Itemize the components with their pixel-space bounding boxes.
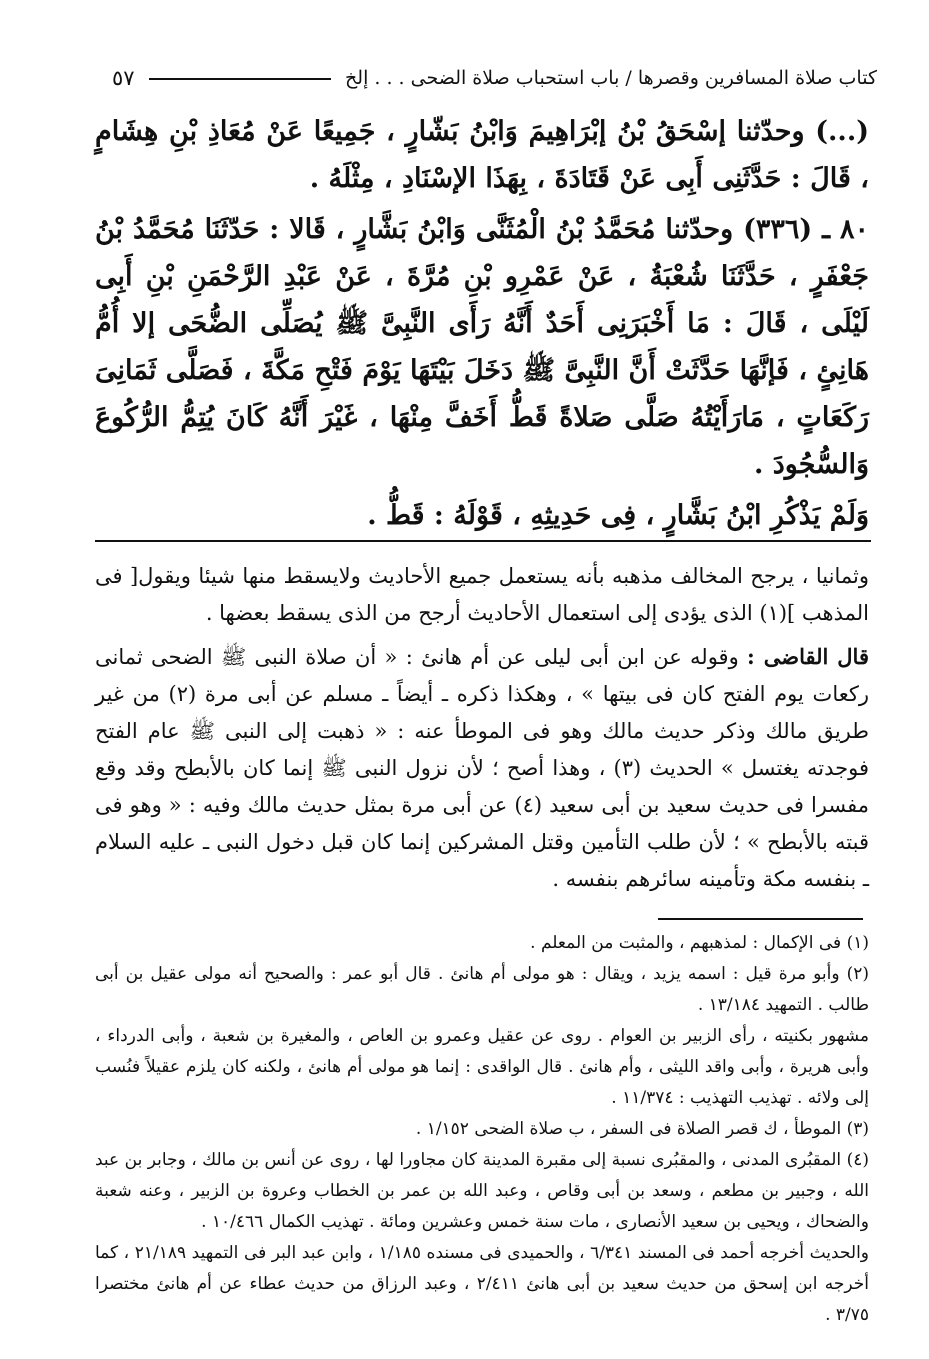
commentary-paragraph: وثمانيا ، يرجح المخالف مذهبه بأنه يستعمل جميع الأحاديث ولايسقط منها شيئا ويقول[ فى المذهب ](١) الذى يؤدى إلى استعمال الأحاديث أرجح من الذى يسقط بعضها . [95, 564, 869, 625]
section-divider [95, 540, 871, 542]
footnote: (٤) المقبُرى المدنى ، والمقبُرى نسبة إلى مقبرة المدينة كان مجاورا لها ، روى عن أنس بن مالك ، وجابر بن عبد الله ، وجبير بن مطعم ، وسعد بن أبى وقاص ، وعبد الله بن عمر بن الخطاب وعروة بن الزبير ، وعنه شعبة والضحاك ، ويحيى بن سعيد الأنصارى ، مات سنة خمس وعشرين ومائة . تهذيب الكمال ١٠/٤٦٦ . [95, 1150, 869, 1232]
footnotes [95, 928, 869, 1331]
page-number: ٥٧ [112, 66, 135, 90]
commentary-body: وقوله عن ابن أبى ليلى عن أم هانئ : « أن صلاة النبى ﷺ الضحى ثمانى ركعات يوم الفتح كان فى بيتها » ، وهكذا ذكره ـ أيضاً ـ مسلم عن أبى مرة (٢) من غير طريق مالك وذكر حديث مالك وهو فى الموطأ عنه : « ذهبت إلى النبى ﷺ عام الفتح فوجدته يغتسل » الحديث (٣) ، وهذا أصح ؛ لأن نزول النبى ﷺ إنما كان بالأبطح وقد وقع مفسرا فى حديث سعيد بن أبى سعيد (٤) عن أبى مرة بمثل حديث مالك وفيه : « وهو فى قبته بالأبطح » ؛ لأن طلب التأمين وقتل المشركين إنما كان قبل دخول النبى ـ عليه السلام ـ بنفسه مكة وتأمينه سائرهم بنفسه . [95, 645, 869, 891]
commentary-lead: قال القاضى : [747, 644, 869, 669]
footnote-divider [658, 918, 863, 920]
hadith-paragraph: (...) وحدّثنا إسْحَقُ بْنُ إبْرَاهِيمَ وَابْنُ بَشّارٍ ، جَمِيعًا عَنْ مُعَاذِ بْنِ هِشَامٍ ، قَالَ : حَدَّثَنِى أَبِى عَنْ قَتَادَةَ ، بِهَذَا الإسْنَادِ ، مِثْلَهُ . [95, 116, 869, 194]
running-header [112, 62, 877, 94]
header-rule [149, 78, 331, 80]
footnote: (٢) وأبو مرة قيل : اسمه يزيد ، ويقال : هو مولى أم هانئ . قال أبو عمر : والصحيح أنه مولى عقيل بن أبى طالب . التمهيد ١٣/١٨٤ . [95, 964, 869, 1015]
commentary-text [95, 558, 869, 898]
footnote: والحديث أخرجه أحمد فى المسند ٦/٣٤١ ، والحميدى فى مسنده ١/١٨٥ ، وابن عبد البر فى التمهيد ٢١/١٨٩ ، كما أخرجه ابن إسحق من حديث سعيد بن أبى هانئ ٢/٤١١ ، وعبد الرزاق من حديث عطاء عن أم هانئ مختصرا ٣/٧٥ . [95, 1243, 869, 1325]
commentary-paragraph [95, 638, 869, 898]
footnote: (٣) الموطأ ، ك قصر الصلاة فى السفر ، ب صلاة الضحى ١/١٥٢ . [415, 1119, 869, 1139]
hadith-paragraph: وَلَمْ يَذْكُرِ ابْنُ بَشَّارٍ ، فِى حَدِيثِهِ ، قَوْلَهُ : قَطُّ . [367, 500, 869, 531]
footnote: (١) فى الإكمال : لمذهبهم ، والمثبت من المعلم . [530, 933, 869, 953]
footnote: مشهور بكنيته ، رأى الزبير بن العوام . روى عن عقيل وعمرو بن العاص ، والمغيرة بن شعبة ، وأبى الدرداء ، وأبى هريرة ، وأبى واقد الليثى ، وأم هانئ . قال الواقدى : إنما هو مولى أم هانئ ، ولكنه كان يلزم عقيلاً فنُسب إلى ولائه . تهذيب التهذيب : ١١/٣٧٤ . [95, 1026, 869, 1108]
header-title: كتاب صلاة المسافرين وقصرها / باب استحباب صلاة الضحى . . . إلخ [345, 67, 877, 89]
hadith-paragraph: ٨٠ ـ (٣٣٦) وحدّثنا مُحَمَّدُ بْنُ الْمُثَنَّى وَابْنُ بَشَّارٍ ، قَالا : حَدّثَنَا مُحَمَّدُ بْنُ جَعْفَرٍ ، حَدَّثَنَا شُعْبَةُ ، عَنْ عَمْرِو بْنِ مُرَّةَ ، عَنْ عَبْدِ الرَّحْمَنِ بْنِ أَبِى لَيْلَى ، قَالَ : مَا أَخْبَرَنِى أَحَدٌ أَنَّهُ رَأَى النَّبِىَّ ﷺ يُصَلِّى الضُّحَى إلا أُمُّ هَانِئٍ ، فَإنَّهَا حَدَّثَتْ أَنَّ النَّبِىَّ ﷺ دَخَلَ بَيْتَهَا يَوْمَ فَتْحِ مَكَّةَ ، فَصَلَّى ثَمَانِىَ رَكَعَاتٍ ، مَارَأَيْتُهُ صَلَّى صَلاةً قَطُّ أَخَفَّ مِنْهَا ، غَيْرَ أَنَّهُ كَانَ يُتِمُّ الرُّكُوعَ وَالسُّجُودَ . [95, 214, 869, 480]
hadith-text [95, 108, 869, 539]
